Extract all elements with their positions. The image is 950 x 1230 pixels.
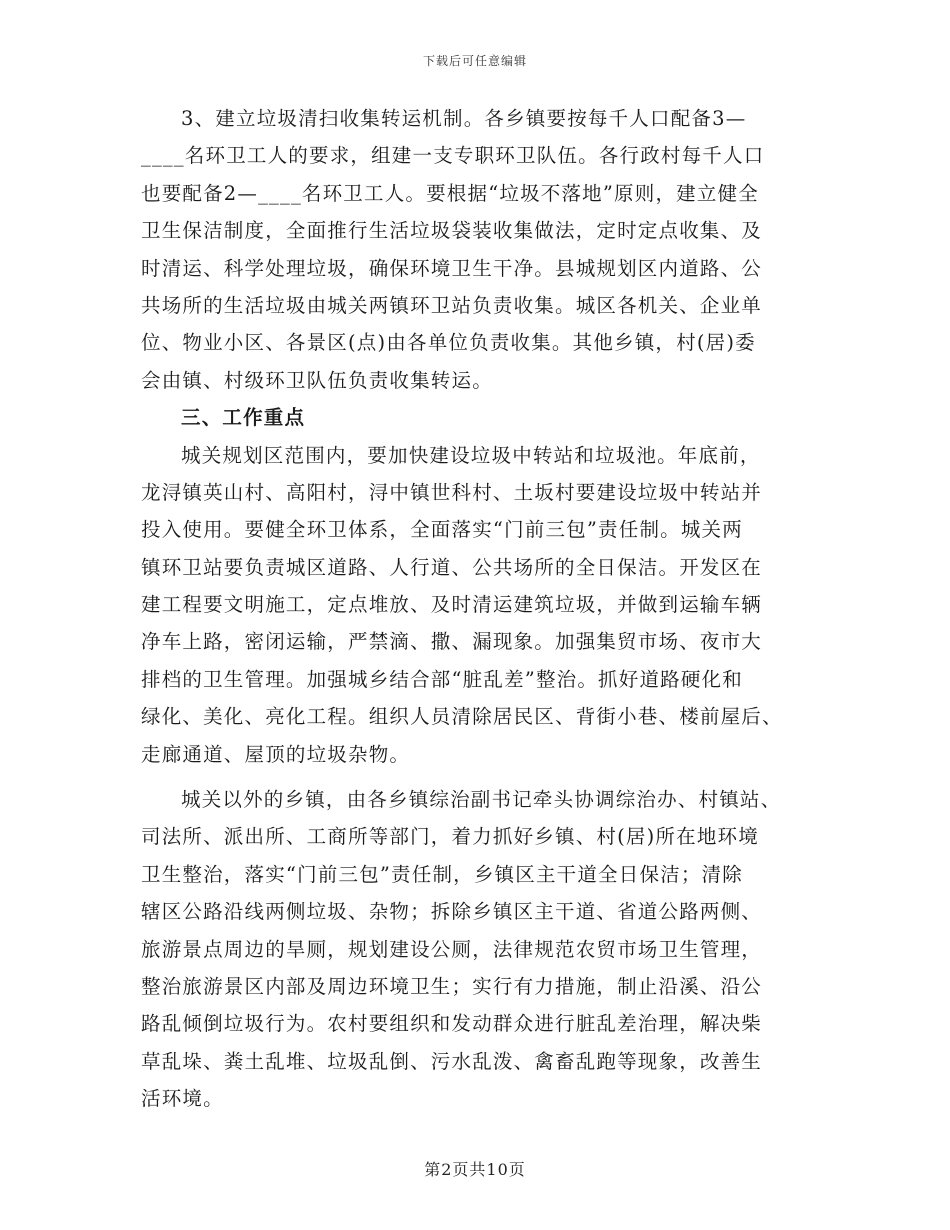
paragraph-line: 活环境。 — [141, 1087, 224, 1111]
paragraph-line: 共场所的生活垃圾由城关两镇环卫站负责收集。城区各机关、企业单 — [141, 293, 763, 317]
document-body — [141, 100, 821, 1118]
paragraph-line: 路乱倾倒垃圾行为。农村要组织和发动群众进行脏乱差治理，解决柴 — [141, 1012, 763, 1036]
paragraph-line: 走廊通道、屋顶的垃圾杂物。 — [141, 742, 411, 766]
paragraph-line: 净车上路，密闭运输，严禁滴、撒、漏现象。加强集贸市场、夜市大 — [141, 630, 763, 654]
paragraph-line: 位、物业小区、各景区(点)由各单位负责收集。其他乡镇，村(居)委 — [141, 331, 756, 355]
page-number: 第2页共10页 — [424, 1160, 526, 1179]
paragraph-line: 司法所、派出所、工商所等部门，着力抓好乡镇、村(居)所在地环境 — [141, 825, 759, 849]
section-heading-work-focus: 三、工作重点 — [181, 406, 306, 430]
paragraph-line: 旅游景点周边的旱厕，规划建设公厕，法律规范农贸市场卫生管理， — [141, 937, 763, 961]
paragraph-line: 城关以外的乡镇，由各乡镇综治副书记牵头协调综治办、村镇站、 — [181, 788, 782, 812]
urban-paragraph — [141, 437, 821, 774]
paragraph-line: 时清运、科学处理垃圾，确保环境卫生干净。县城规划区内道路、公 — [141, 256, 763, 280]
page-header-note: 下载后可任意编辑 — [422, 54, 527, 68]
paragraph-line: 草乱垛、粪土乱堆、垃圾乱倒、污水乱泼、禽畜乱跑等现象，改善生 — [141, 1049, 763, 1073]
paragraph-line: 会由镇、村级环卫队伍负责收集转运。 — [141, 368, 493, 392]
section-3-paragraph — [141, 100, 821, 399]
paragraph-line: 3、建立垃圾清扫收集转运机制。各乡镇要按每千人口配备3— — [181, 107, 747, 130]
paragraph-line: 龙浔镇英山村、高阳村，浔中镇世科村、土坂村要建设垃圾中转站并 — [141, 480, 763, 504]
paragraph-line: 绿化、美化、亮化工程。组织人员清除居民区、背街小巷、楼前屋后、 — [141, 705, 783, 729]
paragraph-line: 排档的卫生管理。加强城乡结合部“脏乱差”整治。抓好道路硬化和 — [141, 667, 743, 691]
paragraph-line: 也要配备2—____名环卫工人。要根据“垃圾不落地”原则，建立健全 — [141, 181, 759, 205]
paragraph-line: 投入使用。要健全环卫体系，全面落实“门前三包”责任制。城关两 — [141, 518, 743, 542]
paragraph-line: 建工程要文明施工，定点堆放、及时清运建筑垃圾，并做到运输车辆 — [141, 593, 763, 617]
paragraph-line: 辖区公路沿线两侧垃圾、杂物；拆除乡镇区主干道、省道公路两侧、 — [141, 900, 763, 924]
paragraph-line: 卫生整治，落实“门前三包”责任制，乡镇区主干道全日保洁；清除 — [141, 862, 743, 886]
paragraph-line: 整治旅游景区内部及周边环境卫生；实行有力措施，制止沿溪、沿公 — [141, 974, 763, 998]
paragraph-line: 城关规划区范围内，要加快建设垃圾中转站和垃圾池。年底前， — [181, 443, 761, 467]
paragraph-line: 镇环卫站要负责城区道路、人行道、公共场所的全日保洁。开发区在 — [141, 555, 763, 579]
rural-paragraph — [141, 781, 821, 1118]
paragraph-line: ____名环卫工人的要求，组建一支专职环卫队伍。各行政村每千人口 — [141, 144, 765, 168]
paragraph-gap — [141, 773, 821, 781]
paragraph-line: 卫生保洁制度，全面推行生活垃圾袋装收集做法，定时定点收集、及 — [141, 219, 763, 243]
